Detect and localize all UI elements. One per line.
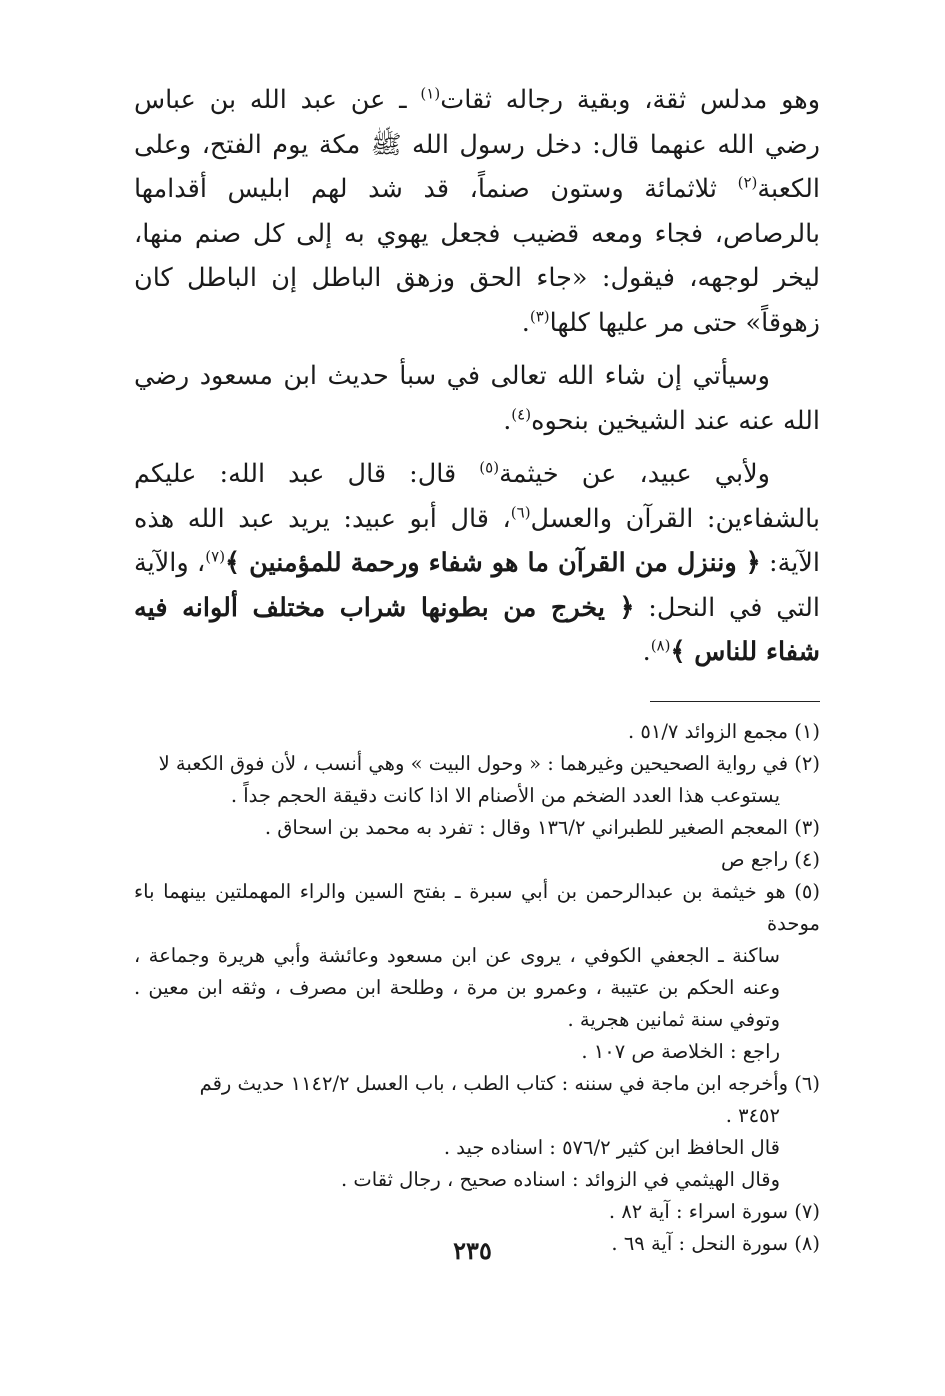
text: ثلاثمائة وستون صنماً، قد شد لهم ابليس أقدامها بالرصاص، فجاء ومعه قضيب فجعل يهوي به إلى كل صنم منها، ليخر لوجهه، فيقول: «جاء الحق وزهق الباطل إن الباطل كان زهوقاً» حتى مر عليها كلها: [134, 174, 820, 338]
body-paragraph-1: [134, 78, 820, 345]
footnote-text: (٦) وأخرجه ابن ماجة في سننه : كتاب الطب ، باب العسل ١١٤٢/٢ حديث رقم: [199, 1071, 820, 1095]
footnote-ref-2[interactable]: (٢): [737, 173, 758, 192]
footnote-8: (٨) سورة النحل : آية ٦٩ .: [611, 1231, 820, 1255]
text: ، قال أبو عبيد: يريد عبد الله هذه الآية:: [134, 503, 820, 578]
footnote-5-source: راجع : الخلاصة ص ١٠٧ .: [581, 1039, 780, 1063]
text: ولأبي عبيد، عن خيثمة: [499, 459, 770, 489]
quran-verse-2: ﴿ يخرج من بطونها شراب مختلف ألوانه فيه شفاء للناس ﴾: [134, 592, 820, 667]
page-number: ٢٣٥: [453, 1236, 492, 1265]
footnote-text: (٢) في رواية الصحيحين وغيرهما : « وحول البيت » وهي أنسب ، لأن فوق الكعبة لا: [158, 751, 820, 775]
footnote-text: يستوعب هذا العدد الضخم من الأصنام الا اذا كانت دقيقة الحجم جداً .: [230, 783, 780, 807]
footnote-6-note-1: قال الحافظ ابن كثير ٥٧٦/٢ : اسناده جيد .: [443, 1135, 780, 1159]
footnote-separator: [650, 701, 820, 702]
page-content: [134, 78, 820, 1260]
body-paragraph-3: [134, 452, 820, 675]
footnote-4: (٤) راجع ص: [721, 847, 820, 871]
text: ، والآية التي في النحل:: [134, 548, 820, 623]
footnote-ref-4[interactable]: (٤): [511, 405, 532, 423]
text: .: [642, 637, 651, 667]
footnote-6: [134, 1068, 820, 1132]
footnote-7: (٧) سورة اسراء : آية ٨٢ .: [608, 1199, 820, 1223]
footnote-ref-7[interactable]: (٧): [205, 547, 226, 566]
footnote-5: [134, 876, 820, 1036]
footnote-ref-6[interactable]: (٦): [510, 503, 531, 521]
footnote-text: ٣٤٥٢ .: [725, 1103, 780, 1127]
text: .: [521, 307, 530, 338]
footnote-3: (٣) المعجم الصغير للطبراني ١٣٦/٢ وقال : تفرد به محمد بن اسحاق .: [264, 815, 820, 839]
footnote-ref-3[interactable]: (٣): [529, 307, 550, 325]
footnote-text: ساكنة ـ الجعفي الكوفي ، يروى عن ابن مسعود وعائشة وأبي هريرة وجماعة ، وعنه الحكم بن عتيبة ، وعمرو بن مرة ، وطلحة ابن مصرف ، وثقه ابن معين . وتوفي سنة ثمانين هجرية .: [134, 943, 780, 1031]
footnote-text: (٥) هو خيثمة بن عبدالرحمن بن أبي سبرة ـ بفتح السين والراء المهملتين بينهما باء موحدة: [134, 879, 820, 935]
text: قال: قال عبد الله: عليكم بالشفاءين: القرآن والعسل: [134, 459, 820, 534]
quran-verse-1: ﴿ وننزل من القرآن ما هو شفاء ورحمة للمؤمنين ﴾: [225, 548, 761, 578]
footnote-ref-8[interactable]: (٨): [650, 636, 671, 655]
text: وسيأتي إن شاء الله تعالى في سبأ حديث ابن مسعود رضي الله عنه عند الشيخين بنحوه: [134, 361, 820, 436]
text: .: [503, 405, 512, 436]
footnotes-section: [134, 716, 820, 1260]
footnote-ref-5[interactable]: (٥): [479, 458, 500, 477]
footnote-6-note-2: وقال الهيثمي في الزوائد : اسناده صحيح ، رجال ثقات .: [341, 1167, 780, 1191]
body-paragraph-2: [134, 354, 820, 443]
footnote-1: (١) مجمع الزوائد ٥١/٧ .: [627, 719, 820, 743]
text: ـ عن عبد الله بن عباس رضي الله عنهما قال: دخل رسول الله ﷺ مكة يوم الفتح، وعلى الكعبة: [134, 85, 820, 204]
footnote-ref-1[interactable]: (١): [420, 84, 441, 103]
text: وهو مدلس ثقة، وبقية رجاله ثقات: [440, 85, 821, 115]
footnote-2: [134, 748, 820, 812]
